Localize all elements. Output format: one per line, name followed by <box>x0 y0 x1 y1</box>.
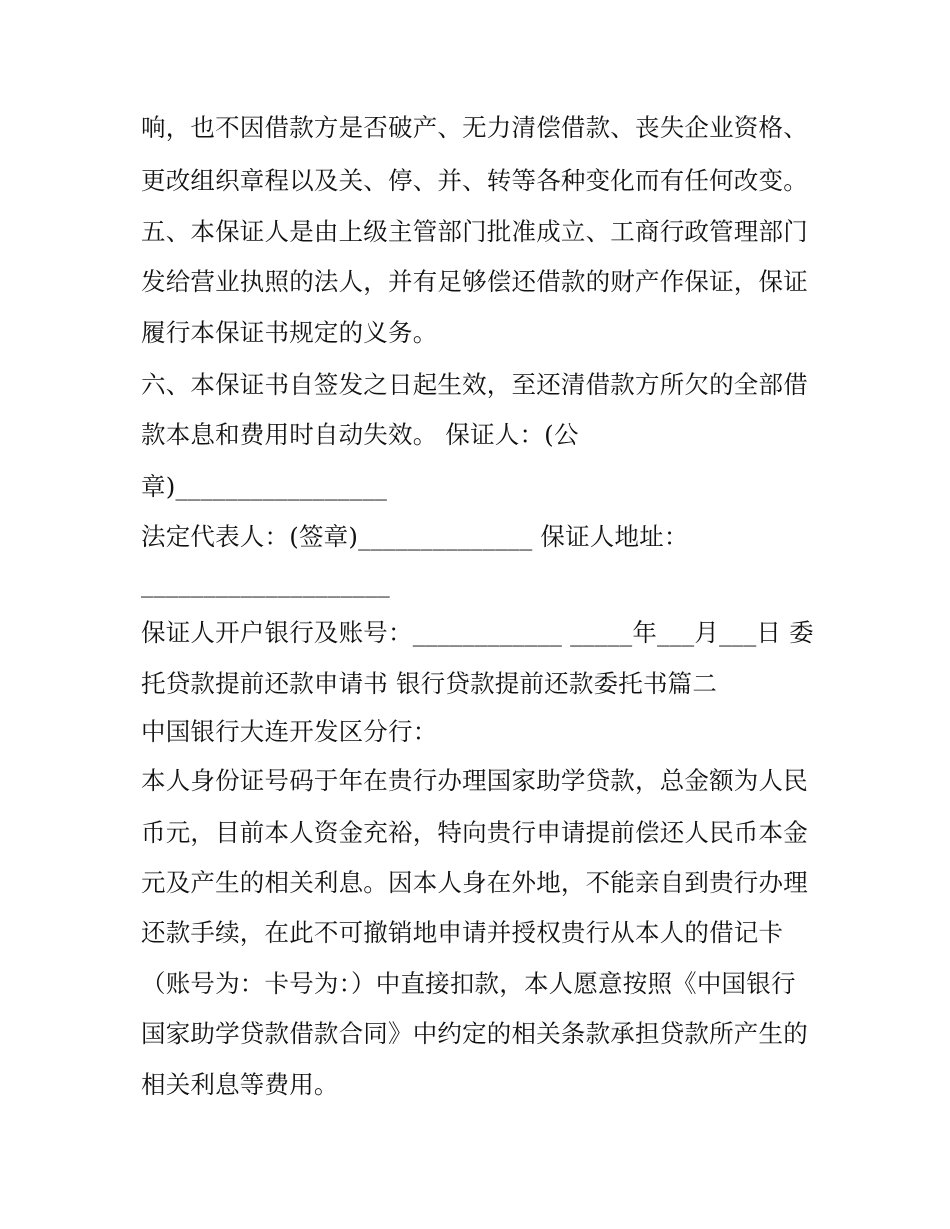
text-line: 相关利息等费用。 <box>141 1070 339 1099</box>
bank-account-line: 保证人开户银行及账号：____________ _____年___月___日 委 <box>141 618 814 647</box>
text-line: 还款手续，在此不可撤销地申请并授权贵行从本人的借记卡 <box>141 918 784 947</box>
text-line: 国家助学贷款借款合同》中约定的相关条款承担贷款所产生的 <box>141 1019 808 1048</box>
text-line: 发给营业执照的法人，并有足够偿还借款的财产作保证，保证 <box>141 267 808 296</box>
text-line: 六、本保证书自签发之日起生效，至还清借款方所欠的全部借 <box>141 370 808 399</box>
text-line: （账号为：卡号为：）中直接扣款，本人愿意按照《中国银行 <box>141 969 796 998</box>
text-line: 托贷款提前还款申请书 银行贷款提前还款委托书篇二 <box>141 669 718 698</box>
text-line: 响，也不因借款方是否破产、无力清偿借款、丧失企业资格、 <box>141 113 808 142</box>
text-line: 款本息和费用时自动失效。 保证人：(公 <box>141 420 579 449</box>
signature-line-address: ____________________ <box>141 569 390 598</box>
text-line: 履行本保证书规定的义务。 <box>141 318 438 347</box>
text-line: 五、本保证人是由上级主管部门批准成立、工商行政管理部门 <box>141 217 808 246</box>
addressee-line: 中国银行大连开发区分行： <box>141 717 438 746</box>
signature-line-seal: 章)_________________ <box>141 472 388 501</box>
text-line: 本人身份证号码于年在贵行办理国家助学贷款，总金额为人民 <box>141 766 808 795</box>
text-line: 元及产生的相关利息。因本人身在外地，不能亲自到贵行办理 <box>141 868 808 897</box>
text-line: 币元，目前本人资金充裕，特向贵行申请提前偿还人民币本金 <box>141 818 808 847</box>
text-line: 更改组织章程以及关、停、并、转等各种变化而有任何改变。 <box>141 166 808 195</box>
signature-line-representative: 法定代表人：(签章)______________ 保证人地址： <box>141 522 689 551</box>
